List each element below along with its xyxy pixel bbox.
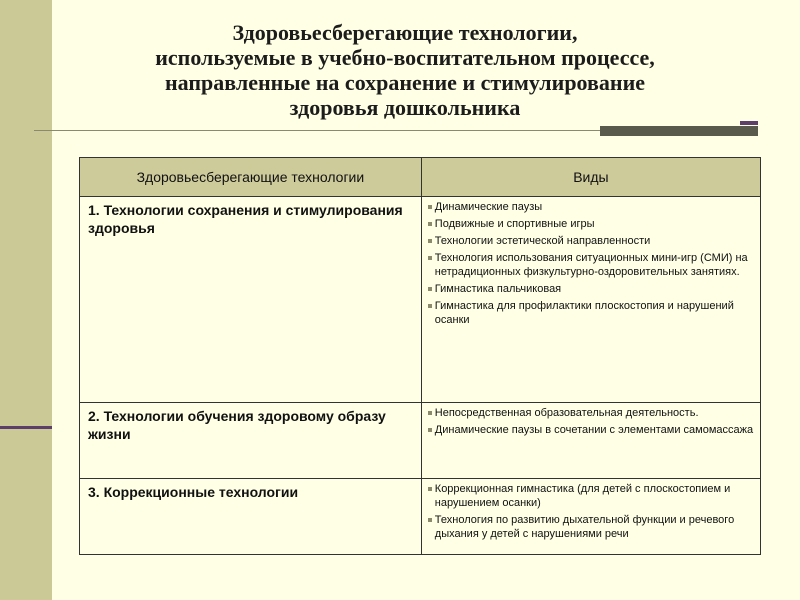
list-item: Динамические паузы в сочетании с элементами самомассажа — [428, 423, 756, 437]
left-decor-accent — [0, 426, 52, 429]
list-item: Динамические паузы — [428, 200, 756, 214]
list-item: Технология использования ситуационных мини-игр (СМИ) на нетрадиционных физкультурно-оздоровительных занятиях. — [428, 251, 756, 279]
divider-bar — [600, 126, 758, 136]
technologies-table — [79, 157, 761, 555]
category-cell: 1. Технологии сохранения и стимулирования здоровья — [80, 197, 422, 403]
list-item: Коррекционная гимнастика (для детей с плоскостопием и нарушением осанки) — [428, 482, 756, 510]
list-item: Технологии эстетической направленности — [428, 234, 756, 248]
types-cell — [421, 403, 760, 479]
title-line: Здоровьесберегающие технологии, — [232, 20, 578, 45]
header-types: Виды — [421, 158, 760, 197]
divider-line — [34, 130, 600, 131]
slide-title — [60, 20, 750, 120]
table-row — [80, 403, 761, 479]
list-item: Гимнастика пальчиковая — [428, 282, 756, 296]
category-cell: 2. Технологии обучения здоровому образу жизни — [80, 403, 422, 479]
types-cell — [421, 197, 760, 403]
table-row — [80, 479, 761, 555]
list-item: Технология по развитию дыхательной функции и речевого дыхания у детей с нарушениями речи — [428, 513, 756, 541]
title-line: направленные на сохранение и стимулирование — [164, 70, 646, 95]
list-item: Подвижные и спортивные игры — [428, 217, 756, 231]
types-list — [428, 406, 756, 437]
list-item: Гимнастика для профилактики плоскостопия и нарушений осанки — [428, 299, 756, 327]
category-cell: 3. Коррекционные технологии — [80, 479, 422, 555]
types-list — [428, 200, 756, 327]
title-line: здоровья дошкольника — [289, 95, 521, 120]
list-item: Непосредственная образовательная деятельность. — [428, 406, 756, 420]
types-cell — [421, 479, 760, 555]
left-decor-bar — [0, 0, 52, 600]
table-row — [80, 197, 761, 403]
header-technologies: Здоровьесберегающие технологии — [80, 158, 422, 197]
divider-accent — [740, 121, 758, 125]
title-line: используемые в учебно-воспитательном процессе, — [155, 45, 655, 70]
types-list — [428, 482, 756, 541]
table-header-row — [80, 158, 761, 197]
